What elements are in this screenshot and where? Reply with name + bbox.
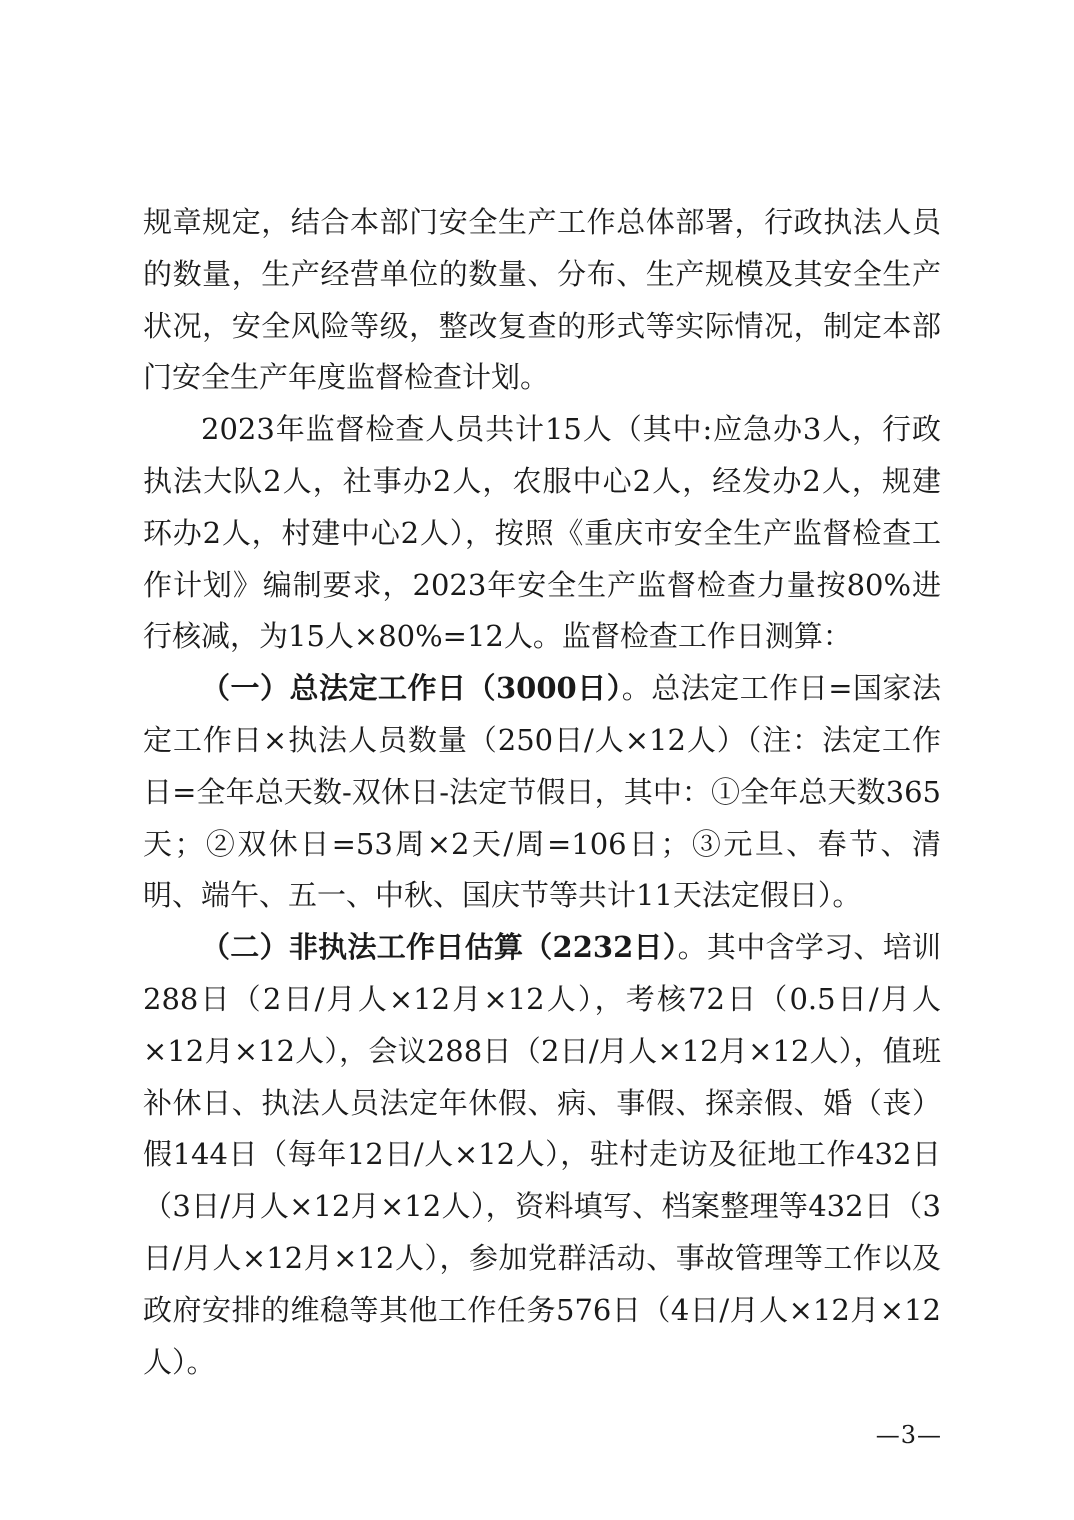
paragraph-staffing-text: 2023年监督检查人员共计15人（其中:应急办3人，行政执法大队2人，社事办2人，农服中心2人，经发办2人，规建环办2人，村建中心2人），按照《重庆市安全生产监督检查工作计划》编制要求，2023年安全生产监督检查力量按80%进行核减，为15人×80%=12人。监督检查工作日测算： xyxy=(143,412,941,654)
document-body xyxy=(143,197,941,1388)
page-number: —3— xyxy=(875,1421,942,1449)
paragraph-non-enforcement-workdays xyxy=(143,922,941,1388)
paragraph-intro xyxy=(143,197,941,404)
section-heading-non-enforcement-workdays: （二）非执法工作日估算（2232日） xyxy=(201,930,678,965)
paragraph-intro-text: 规章规定，结合本部门安全生产工作总体部署，行政执法人员的数量，生产经营单位的数量、分布、生产规模及其安全生产状况，安全风险等级，整改复查的形式等实际情况，制定本部门安全生产年度监督检查计划。 xyxy=(143,205,941,395)
section-heading-statutory-workdays: （一）总法定工作日（3000日） xyxy=(201,671,622,706)
paragraph-statutory-workdays xyxy=(143,663,941,922)
paragraph-statutory-workdays-text: 。总法定工作日=国家法定工作日×执法人员数量（250日/人×12人）（注：法定工作日=全年总天数-双休日-法定节假日，其中：①全年总天数365天；②双休日=53周×2天/周=106日；③元旦、春节、清明、端午、五一、中秋、国庆节等共计11天法定假日）。 xyxy=(143,671,941,913)
paragraph-non-enforcement-workdays-text: 。其中含学习、培训288日（2日/月人×12月×12人），考核72日（0.5日/月人×12月×12人），会议288日（2日/月人×12月×12人），值班补休日、执法人员法定年休假、病、事假、探亲假、婚（丧）假144日（每年12日/人×12人），驻村走访及征地工作432日（3日/月人×12月×12人），资料填写、档案整理等432日（3日/月人×12月×12人），参加党群活动、事故管理等工作以及政府安排的维稳等其他工作任务576日（4日/月人×12月×12人）。 xyxy=(143,930,941,1379)
paragraph-staffing xyxy=(143,404,941,663)
